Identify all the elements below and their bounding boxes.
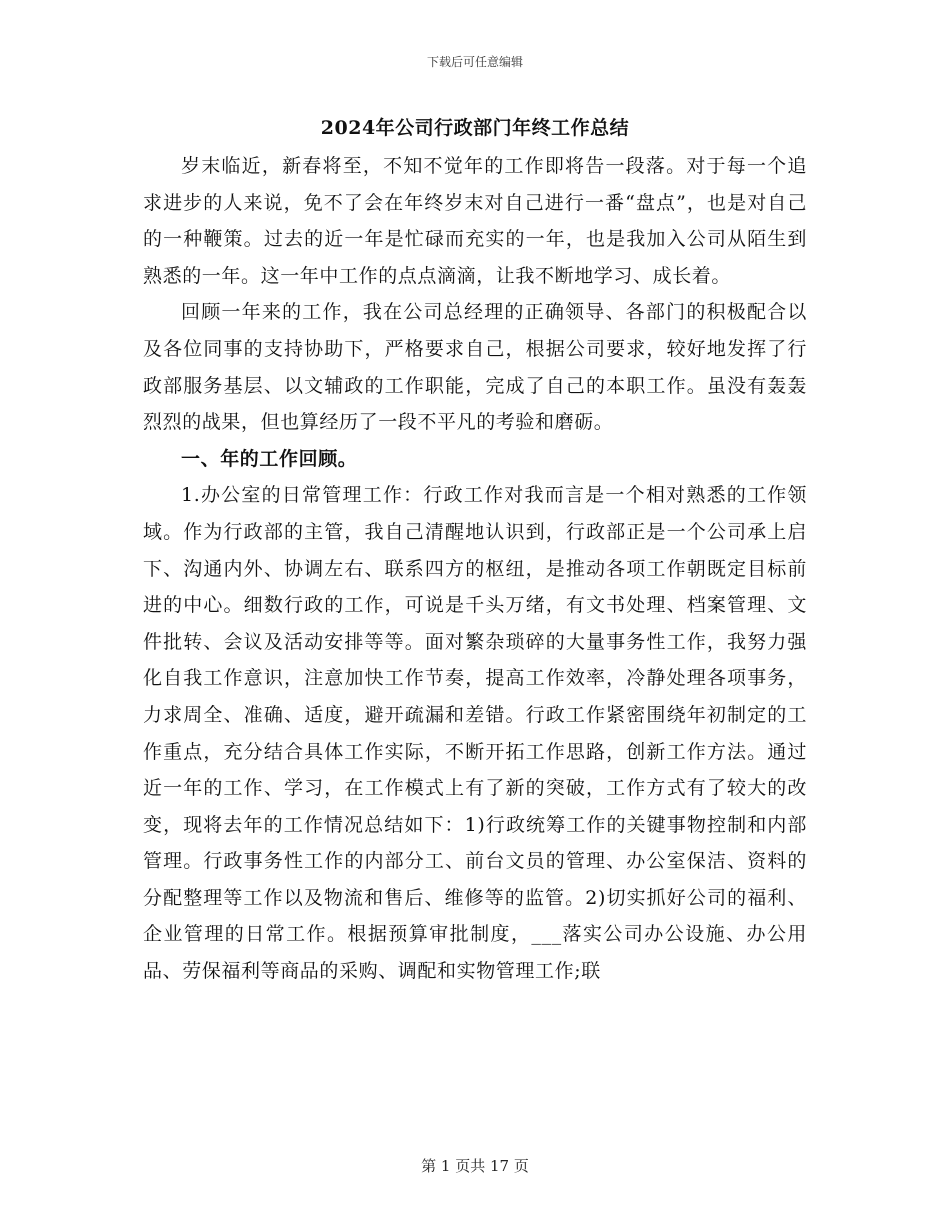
paragraph-review: 回顾一年来的工作，我在公司总经理的正确领导、各部门的积极配合以及各位同事的支持协助下，严格要求自己，根据公司要求，较好地发挥了行政部服务基层、以文辅政的工作职能，完成了自己的本职工作。虽没有轰轰烈烈的战果，但也算经历了一段不平凡的考验和磨砺。 [143, 301, 807, 434]
section-heading: 一、年的工作回顾。 [181, 447, 358, 470]
paragraph-intro: 岁末临近，新春将至，不知不觉年的工作即将告一段落。对于每一个追求进步的人来说，免不了会在年终岁末对自己进行一番“盘点”，也是对自己的一种鞭策。过去的近一年是忙碌而充实的一年，也是我加入公司从陌生到熟悉的一年。这一年中工作的点点滴滴，让我不断地学习、成长着。 [143, 155, 807, 287]
page-number: 第 1 页共 17 页 [421, 1157, 529, 1175]
document-body [143, 148, 807, 990]
header-note: 下载后可任意编辑 [426, 55, 523, 69]
document-title: 2024年公司行政部门年终工作总结 [320, 117, 630, 139]
paragraph-office-management: 1.办公室的日常管理工作：行政工作对我而言是一个相对熟悉的工作领域。作为行政部的主管，我自己清醒地认识到，行政部正是一个公司承上启下、沟通内外、协调左右、联系四方的枢纽，是推动各项工作朝既定目标前进的中心。细数行政的工作，可说是千头万绪，有文书处理、档案管理、文件批转、会议及活动安排等等。面对繁杂琐碎的大量事务性工作，我努力强化自我工作意识，注意加快工作节奏，提高工作效率，冷静处理各项事务，力求周全、准确、适度，避开疏漏和差错。行政工作紧密围绕年初制定的工作重点，充分结合具体工作实际，不断开拓工作思路，创新工作方法。通过近一年的工作、学习，在工作模式上有了新的突破，工作方式有了较大的改变，现将去年的工作情况总结如下：1)行政统筹工作的关键事物控制和内部管理。行政事务性工作的内部分工、前台文员的管理、办公室保洁、资料的分配整理等工作以及物流和售后、维修等的监管。2)切实抓好公司的福利、企业管理的日常工作。根据预算审批制度，___落实公司办公设施、办公用品、劳保福利等商品的采购、调配和实物管理工作;联 [143, 484, 807, 983]
